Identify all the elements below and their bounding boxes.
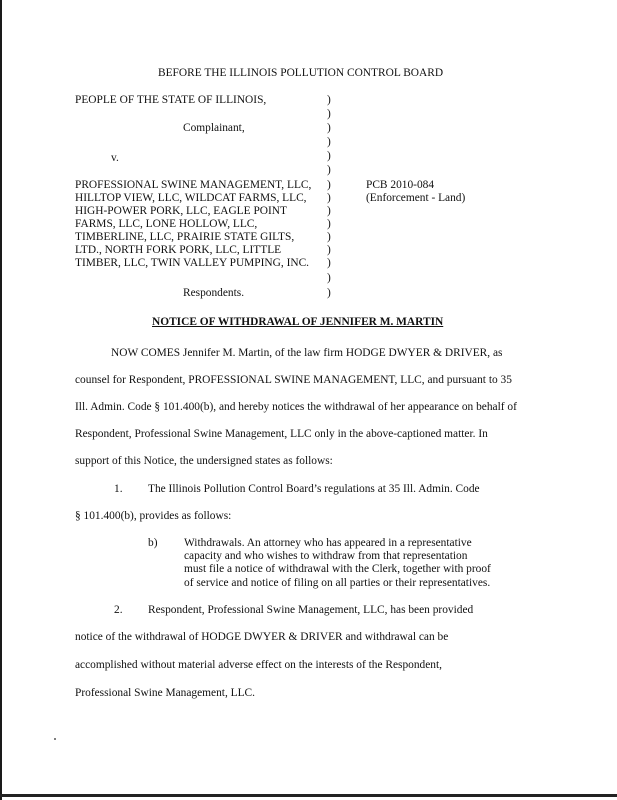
rule-line: of service and notice of filing on all parties or their representatives. xyxy=(184,577,491,589)
caption-paren: ) xyxy=(327,192,331,204)
respondent-line: FARMS, LLC, LONE HOLLOW, LLC, xyxy=(75,218,258,230)
caption-paren: ) xyxy=(327,179,331,191)
item-number: 2. xyxy=(114,604,123,616)
caption-paren: ) xyxy=(327,272,331,284)
body-line: accomplished without material adverse effect on the interests of the Respondent, xyxy=(75,659,443,671)
caption-paren: ) xyxy=(327,122,331,134)
body-line: The Illinois Pollution Control Board’s regulations at 35 Ill. Admin. Code xyxy=(148,483,480,495)
body-line: § 101.400(b), provides as follows: xyxy=(75,510,232,522)
scan-bottom-edge xyxy=(0,794,617,797)
rule-label: b) xyxy=(148,537,158,549)
caption-paren: ) xyxy=(327,257,331,269)
caption-paren: ) xyxy=(327,218,331,230)
body-line: Respondent, Professional Swine Management, LLC, has been provided xyxy=(148,604,474,616)
caption-paren: ) xyxy=(327,244,331,256)
caption-paren: ) xyxy=(327,136,331,148)
case-number: PCB 2010-084 xyxy=(366,179,435,191)
respondent-line: HIGH-POWER PORK, LLC, EAGLE POINT xyxy=(75,205,287,217)
caption-paren: ) xyxy=(327,164,331,176)
plaintiff-name: PEOPLE OF THE STATE OF ILLINOIS, xyxy=(75,94,267,106)
scan-left-edge xyxy=(0,0,2,800)
item-number: 1. xyxy=(114,483,123,495)
respondent-line: TIMBERLINE, LLC, PRAIRIE STATE GILTS, xyxy=(75,231,295,243)
court-title: BEFORE THE ILLINOIS POLLUTION CONTROL BOARD xyxy=(158,67,444,79)
caption-paren: ) xyxy=(327,231,331,243)
body-line: counsel for Respondent, PROFESSIONAL SWINE MANAGEMENT, LLC, and pursuant to 35 xyxy=(75,374,512,386)
caption-paren: ) xyxy=(327,108,331,120)
body-line: NOW COMES Jennifer M. Martin, of the law firm HODGE DWYER & DRIVER, as xyxy=(111,347,503,359)
caption-paren: ) xyxy=(327,150,331,162)
rule-line: capacity and who wishes to withdraw from that representation xyxy=(184,550,468,562)
respondent-line: LTD., NORTH FORK PORK, LLC, LITTLE xyxy=(75,244,282,256)
caption-paren: ) xyxy=(327,94,331,106)
notice-title: NOTICE OF WITHDRAWAL OF JENNIFER M. MARTIN xyxy=(152,316,444,328)
complainant-label: Complainant, xyxy=(183,122,245,134)
rule-line: must file a notice of withdrawal with the Clerk, together with proof xyxy=(184,563,491,575)
case-type: (Enforcement - Land) xyxy=(366,192,466,204)
respondent-line: TIMBER, LLC, TWIN VALLEY PUMPING, INC. xyxy=(75,257,310,269)
caption-paren: ) xyxy=(327,287,331,299)
body-line: Respondent, Professional Swine Management, LLC only in the above-captioned matter. In xyxy=(75,428,488,440)
respondents-label: Respondents. xyxy=(183,287,245,299)
body-line: notice of the withdrawal of HODGE DWYER & DRIVER and withdrawal can be xyxy=(75,631,449,643)
body-line: Ill. Admin. Code § 101.400(b), and hereby notices the withdrawal of her appearance on behalf of xyxy=(75,401,517,413)
body-line: support of this Notice, the undersigned states as follows: xyxy=(75,455,333,467)
caption-paren: ) xyxy=(327,205,331,217)
versus-label: v. xyxy=(111,152,119,164)
body-line: Professional Swine Management, LLC. xyxy=(75,687,256,699)
scan-speck xyxy=(54,738,56,740)
respondent-line: PROFESSIONAL SWINE MANAGEMENT, LLC, xyxy=(75,179,312,191)
respondent-line: HILLTOP VIEW, LLC, WILDCAT FARMS, LLC, xyxy=(75,192,307,204)
rule-line: Withdrawals. An attorney who has appeared in a representative xyxy=(184,537,472,549)
